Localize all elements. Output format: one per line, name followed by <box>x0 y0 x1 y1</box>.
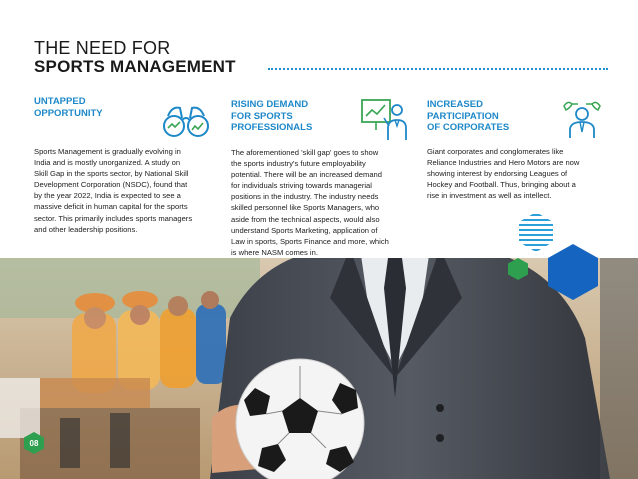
hero-photo-sports-manager <box>0 258 638 479</box>
body-line: Hockey and Football. Thus, bringing about a <box>427 180 576 190</box>
body-line: India and is mostly unorganized. A study on <box>34 158 181 168</box>
body-line: understand Sports Marketing, application of <box>231 225 378 235</box>
column-heading-untapped <box>34 96 103 119</box>
column-heading-rising-demand <box>231 99 312 134</box>
binoculars-icon <box>160 100 212 142</box>
heading-line: OPPORTUNITY <box>34 107 103 119</box>
body-line: sector. This primarily includes sports managers <box>34 213 193 223</box>
heading-line: PROFESSIONALS <box>231 122 313 133</box>
body-line: is where NASM comes in. <box>231 247 318 257</box>
body-line: The aforementioned 'skill gap' goes to show <box>231 148 379 157</box>
green-hexagon-decoration <box>508 258 528 280</box>
heading-line: FOR SPORTS <box>231 110 293 122</box>
body-line: Law in sports, Sports Finance and more, which <box>231 236 389 246</box>
body-line: skilled personnel like Sports Managers, who <box>231 203 380 213</box>
body-line: massive deficit in human capital for the sports <box>34 202 188 212</box>
body-line: rise in investment as well as intellect. <box>427 191 552 201</box>
heading-line: PARTICIPATION <box>427 110 499 122</box>
body-line: for individuals striving towards managerial <box>231 181 372 191</box>
title-dotted-rule <box>268 68 608 70</box>
column-heading-increased-participation <box>427 99 509 134</box>
heading-line: OF CORPORATES <box>427 122 510 133</box>
body-line: aside from the technical aspects, would also <box>231 214 380 224</box>
body-line: Sports Management is gradually evolving in <box>34 147 181 156</box>
page-number: 08 <box>29 438 39 448</box>
page-title-line1: THE NEED FOR <box>34 38 171 58</box>
column-body-rising-demand <box>231 147 413 258</box>
presenter-chart-icon <box>360 96 408 142</box>
column-body-increased-participation <box>427 146 607 201</box>
body-line: Development Corporation (NSDC), found that <box>34 180 188 190</box>
page-title-line2: SPORTS MANAGEMENT <box>34 57 236 76</box>
body-line: positions in the industry. The industry needs <box>231 192 379 202</box>
heading-line: RISING DEMAND <box>231 99 309 110</box>
body-line: by the year 2022, India is expected to see a <box>34 191 181 201</box>
blue-hexagon-decoration <box>548 244 598 300</box>
body-line: potential. There will be an increased demand <box>231 170 382 180</box>
page-number-badge <box>24 432 44 454</box>
body-line: the sports industry's future employability <box>231 159 366 169</box>
body-line: showing interest by endorsing Leagues of <box>427 169 568 179</box>
body-line: Giant corporates and conglomerates like <box>427 147 564 156</box>
body-line: and other leadership positions. <box>34 224 138 234</box>
column-body-untapped <box>34 146 224 235</box>
corporate-person-icon <box>560 96 604 140</box>
heading-line: INCREASED <box>427 99 483 110</box>
body-line: Reliance Industries and Hero Motors are now <box>427 158 580 168</box>
body-line: Skill Gap in the sports sector, by National Skill <box>34 169 189 179</box>
heading-line: UNTAPPED <box>34 96 86 107</box>
